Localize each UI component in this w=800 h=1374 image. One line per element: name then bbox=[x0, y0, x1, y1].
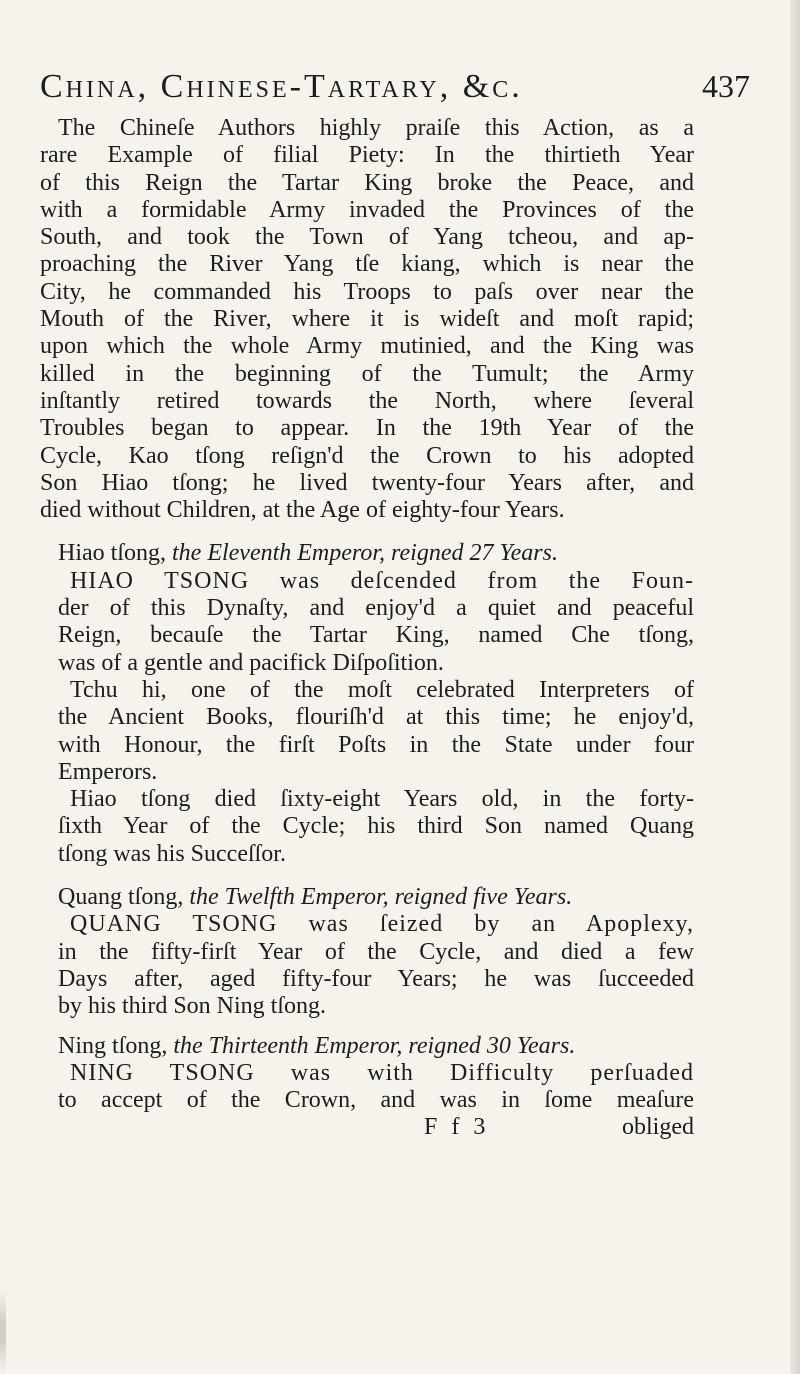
text-line: Cycle, Kao tſong reſign'd the Crown to his adopted bbox=[40, 442, 694, 469]
text-line: Son Hiao tſong; he lived twenty-four Years after, and bbox=[40, 469, 694, 496]
text-line: with Honour, the firſt Poſts in the State under four bbox=[58, 731, 694, 758]
text-line: HIAO TSONG was deſcended from the Foun- bbox=[70, 567, 694, 594]
text-line: tſong was his Succeſſor. bbox=[58, 840, 286, 867]
page-footer bbox=[40, 1114, 694, 1141]
text-line: Days after, aged fifty-four Years; he was ſucceeded bbox=[58, 965, 694, 992]
text-line: killed in the beginning of the Tumult; the Army bbox=[40, 360, 694, 387]
section-heading bbox=[40, 884, 694, 911]
running-head: China, Chinese-Tartary, &c. bbox=[40, 68, 523, 105]
page-shadow bbox=[0, 1290, 6, 1374]
text-line: der of this Dynaſty, and enjoy'd a quiet and peaceful bbox=[58, 595, 694, 622]
text-line: rare Example of filial Piety: In the thirtieth Year bbox=[40, 142, 694, 169]
text-line: the Ancient Books, flouriſh'd at this time; he enjoy'd, bbox=[58, 704, 694, 731]
text-line: Troubles began to appear. In the 19th Year of the bbox=[40, 415, 694, 442]
section-ning-tsong bbox=[40, 1033, 694, 1115]
emperor-title: the Twelfth Emperor, reigned five Years. bbox=[189, 884, 573, 911]
text-line: Hiao tſong died ſixty-eight Years old, in the forty- bbox=[70, 786, 694, 813]
text-line: died without Children, at the Age of eighty-four Years. bbox=[40, 497, 565, 524]
page-edge bbox=[790, 0, 800, 1374]
emperor-name: Quang tſong, bbox=[58, 884, 184, 911]
paragraph-filial-piety bbox=[40, 115, 694, 524]
text-line: upon which the whole Army mutinied, and the King was bbox=[40, 333, 694, 360]
signature-mark: F f 3 bbox=[424, 1114, 490, 1141]
text-line: Reign, becauſe the Tartar King, named Che tſong, bbox=[58, 622, 694, 649]
section-quang-tsong bbox=[40, 884, 694, 1020]
emperor-name: Hiao tſong, bbox=[58, 540, 166, 567]
section-heading bbox=[40, 540, 694, 567]
section-hiao-tsong bbox=[40, 540, 694, 868]
text-line: was of a gentle and pacifick Diſpoſition. bbox=[58, 649, 444, 676]
text-line: Tchu hi, one of the moſt celebrated Interpreters of bbox=[70, 676, 694, 703]
text-line: ſixth Year of the Cycle; his third Son named Quang bbox=[58, 813, 694, 840]
emperor-title: the Eleventh Emperor, reigned 27 Years. bbox=[172, 540, 558, 567]
emperor-name: Ning tſong, bbox=[58, 1032, 168, 1059]
text-line: The Chineſe Authors highly praiſe this Action, as a bbox=[58, 115, 694, 141]
page-number: 437 bbox=[702, 68, 750, 104]
text-line: Mouth of the River, where it is wideſt and moſt rapid; bbox=[40, 306, 694, 333]
catchword: obliged bbox=[622, 1114, 694, 1141]
text-line: City, he commanded his Troops to paſs over near the bbox=[40, 278, 694, 305]
body-text bbox=[40, 115, 694, 1142]
text-line: inſtantly retired towards the North, where ſeveral bbox=[40, 387, 694, 414]
text-line: South, and took the Town of Yang tcheou, and ap- bbox=[40, 224, 694, 251]
emperor-title: the Thirteenth Emperor, reigned 30 Years. bbox=[173, 1032, 576, 1059]
text-line: by his third Son Ning tſong. bbox=[58, 993, 327, 1020]
text-line: NING TSONG was with Difficulty perſuaded bbox=[70, 1059, 694, 1086]
page-header bbox=[40, 68, 750, 112]
text-line: to accept of the Crown, and was in ſome meaſure bbox=[58, 1087, 694, 1114]
text-line: Emperors. bbox=[58, 758, 158, 785]
text-line: in the fifty-firſt Year of the Cycle, and died a few bbox=[58, 938, 694, 965]
text-line: with a formidable Army invaded the Provinces of the bbox=[40, 196, 694, 223]
text-line: QUANG TSONG was ſeized by an Apoplexy, bbox=[70, 911, 694, 938]
text-line: proaching the River Yang tſe kiang, which is near the bbox=[40, 251, 694, 278]
section-heading bbox=[40, 1033, 694, 1060]
text-line: of this Reign the Tartar King broke the Peace, and bbox=[40, 169, 694, 196]
